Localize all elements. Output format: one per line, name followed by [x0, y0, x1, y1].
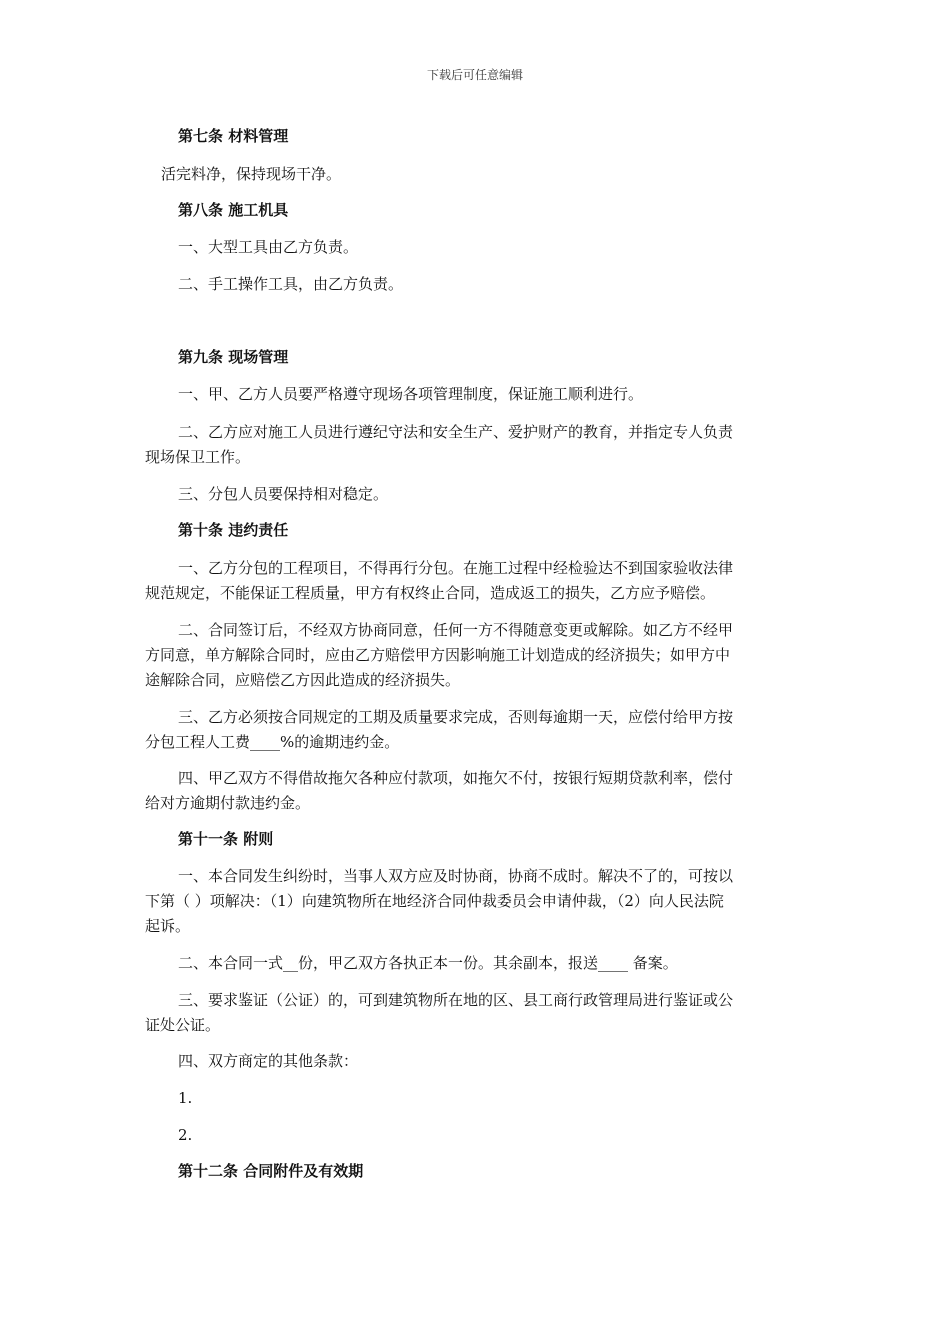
article-9-item-1: 一、甲、乙方人员要严格遵守现场各项管理制度，保证施工顺利进行。	[178, 385, 644, 403]
article-7-heading: 第七条 材料管理	[178, 127, 289, 145]
article-10-item-2-line-2: 方同意，单方解除合同时，应由乙方赔偿甲方因影响施工计划造成的经济损失；如甲方中	[145, 646, 731, 664]
page-header: 下载后可任意编辑	[426, 68, 523, 82]
article-9-item-3: 三、分包人员要保持相对稳定。	[178, 485, 389, 503]
article-12-heading: 第十二条 合同附件及有效期	[178, 1162, 364, 1180]
article-10-item-2-line-1: 二、合同签订后，不经双方协商同意，任何一方不得随意变更或解除。如乙方不经甲	[178, 621, 734, 639]
article-11-clause-1: 1.	[178, 1089, 193, 1107]
article-10-item-1-line-2: 规范规定，不能保证工程质量，甲方有权终止合同，造成返工的损失，乙方应予赔偿。	[145, 584, 716, 602]
article-11-item-1-line-1: 一、本合同发生纠纷时，当事人双方应及时协商，协商不成时。解决不了的，可按以	[178, 867, 734, 885]
article-11-item-1-line-3: 起诉。	[145, 917, 191, 935]
article-9-item-2-line-1: 二、乙方应对施工人员进行遵纪守法和安全生产、爱护财产的教育，并指定专人负责	[178, 423, 734, 441]
article-10-item-3-line-1: 三、乙方必须按合同规定的工期及质量要求完成，否则每逾期一天，应偿付给甲方按	[178, 708, 734, 726]
article-8-item-1: 一、大型工具由乙方负责。	[178, 238, 359, 256]
article-10-item-4-line-1: 四、甲乙双方不得借故拖欠各种应付款项，如拖欠不付，按银行短期贷款利率，偿付	[178, 769, 734, 787]
article-11-item-3-line-1: 三、要求鉴证（公证）的，可到建筑物所在地的区、县工商行政管理局进行鉴证或公	[178, 991, 734, 1009]
article-7-text: 活完料净，保持现场干净。	[161, 165, 342, 183]
article-10-item-3-line-2: 分包工程人工费____%的逾期违约金。	[145, 733, 400, 751]
article-8-item-2: 二、手工操作工具，由乙方负责。	[178, 275, 404, 293]
article-10-item-4-line-2: 给对方逾期付款违约金。	[145, 794, 311, 812]
article-11-heading: 第十一条 附则	[178, 830, 274, 848]
article-10-item-2-line-3: 途解除合同，应赔偿乙方因此造成的经济损失。	[145, 671, 461, 689]
article-9-item-2-line-2: 现场保卫工作。	[145, 448, 251, 466]
article-10-heading: 第十条 违约责任	[178, 521, 289, 539]
article-11-item-3-line-2: 证处公证。	[145, 1016, 221, 1034]
article-8-heading: 第八条 施工机具	[178, 201, 289, 219]
article-9-heading: 第九条 现场管理	[178, 348, 289, 366]
article-11-item-4: 四、双方商定的其他条款：	[178, 1052, 359, 1070]
article-11-item-2: 二、本合同一式__份，甲乙双方各执正本一份。其余副本，报送____ 备案。	[178, 954, 678, 972]
article-11-clause-2: 2.	[178, 1126, 193, 1144]
article-10-item-1-line-1: 一、乙方分包的工程项目，不得再行分包。在施工过程中经检验达不到国家验收法律	[178, 559, 734, 577]
article-11-item-1-line-2: 下第（ ）项解决：（1）向建筑物所在地经济合同仲裁委员会申请仲裁，（2）向人民法院	[145, 892, 724, 910]
